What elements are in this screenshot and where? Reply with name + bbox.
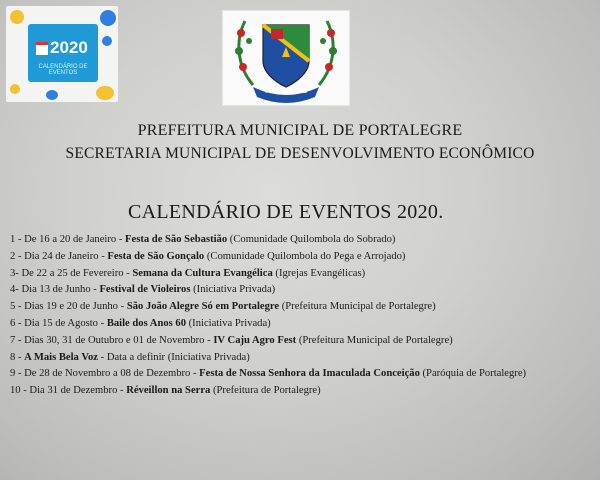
municipal-coat-of-arms [222,10,350,106]
event-name: Festa de São Sebastião [125,234,228,245]
event-name: Festival de Violeiros [99,284,191,296]
event-prefix: 10 - Dia 31 de Dezembro - [10,385,127,397]
event-name: Festa de São Gonçalo [107,250,205,262]
event-organizer: - Data a definir (Iniciativa Privada) [98,351,250,363]
event-name: Réveillon na Serra [126,385,211,397]
event-prefix: 5 - Dias 19 e 20 de Junho - [10,301,127,313]
calendar-card [28,24,98,82]
header-line-2: SECRETARIA MUNICIPAL DE DESENVOLVIMENTO ECONÔMICO [65,145,535,162]
event-organizer: (Igrejas Evangélicas) [272,267,366,279]
calendar-2020-badge [6,6,118,102]
event-item [10,383,582,400]
event-item [10,282,582,299]
calendar-title: CALENDÁRIO DE EVENTOS 2020. [128,201,444,223]
event-name: A Mais Bela Voz [24,351,98,363]
event-organizer: (Paróquia de Portalegre) [419,368,527,380]
event-prefix: 9 - De 28 de Novembro a 08 de Dezembro - [10,368,200,380]
event-name: São João Alegre Só em Portalegre [126,301,280,313]
decor-dot [100,10,116,26]
event-organizer: (Prefeitura Municipal de Portalegre) [296,334,453,346]
decor-dot [10,84,20,94]
event-name: Baile dos Anos 60 [106,317,186,329]
header-line-1: PREFEITURA MUNICIPAL DE PORTALEGRE [137,122,463,139]
event-prefix: 8 - [10,351,25,363]
event-prefix: 1 - De 16 a 20 de Janeiro - [10,234,126,245]
event-item [10,249,582,266]
decor-dot [10,10,24,24]
event-item [10,266,582,283]
event-organizer: (Comunidade Quilombola do Sobrado) [227,234,396,245]
event-item [10,333,582,350]
events-list [10,232,582,400]
event-item [10,316,582,333]
event-prefix: 4- Dia 13 de Junho - [10,284,100,296]
event-prefix: 2 - Dia 24 de Janeiro - [10,250,108,262]
decor-dot [96,86,114,100]
event-item [10,366,582,383]
calendar-year: 2020 [50,38,88,57]
decor-dot [46,90,58,100]
event-prefix: 6 - Dia 15 de Agosto - [10,317,107,329]
event-organizer: (Prefeitura de Portalegre) [210,385,321,397]
event-name: Semana da Cultura Evangélica [132,267,273,279]
event-organizer: (Prefeitura Municipal de Portalegre) [279,301,436,313]
event-item [10,232,582,249]
calendar-icon [36,42,48,55]
event-organizer: (Iniciativa Privada) [186,317,271,329]
event-item [10,350,582,367]
event-organizer: (Iniciativa Privada) [190,284,276,296]
crest-ribbon-text: PORTALEGRE [265,89,307,95]
event-name: IV Caju Agro Fest [213,334,297,346]
event-name: Festa de Nossa Senhora da Imaculada Conceição [199,368,420,380]
event-item [10,299,582,316]
event-prefix: 7 - Dias 30, 31 de Outubro e 01 de Novembro - [10,334,214,346]
calendar-caption: CALENDÁRIO DE EVENTOS [38,64,88,76]
event-prefix: 3- De 22 a 25 de Fevereiro - [10,267,133,279]
event-organizer: (Comunidade Quilombola do Pega e Arrojado) [204,250,406,262]
decor-dot [102,36,112,46]
